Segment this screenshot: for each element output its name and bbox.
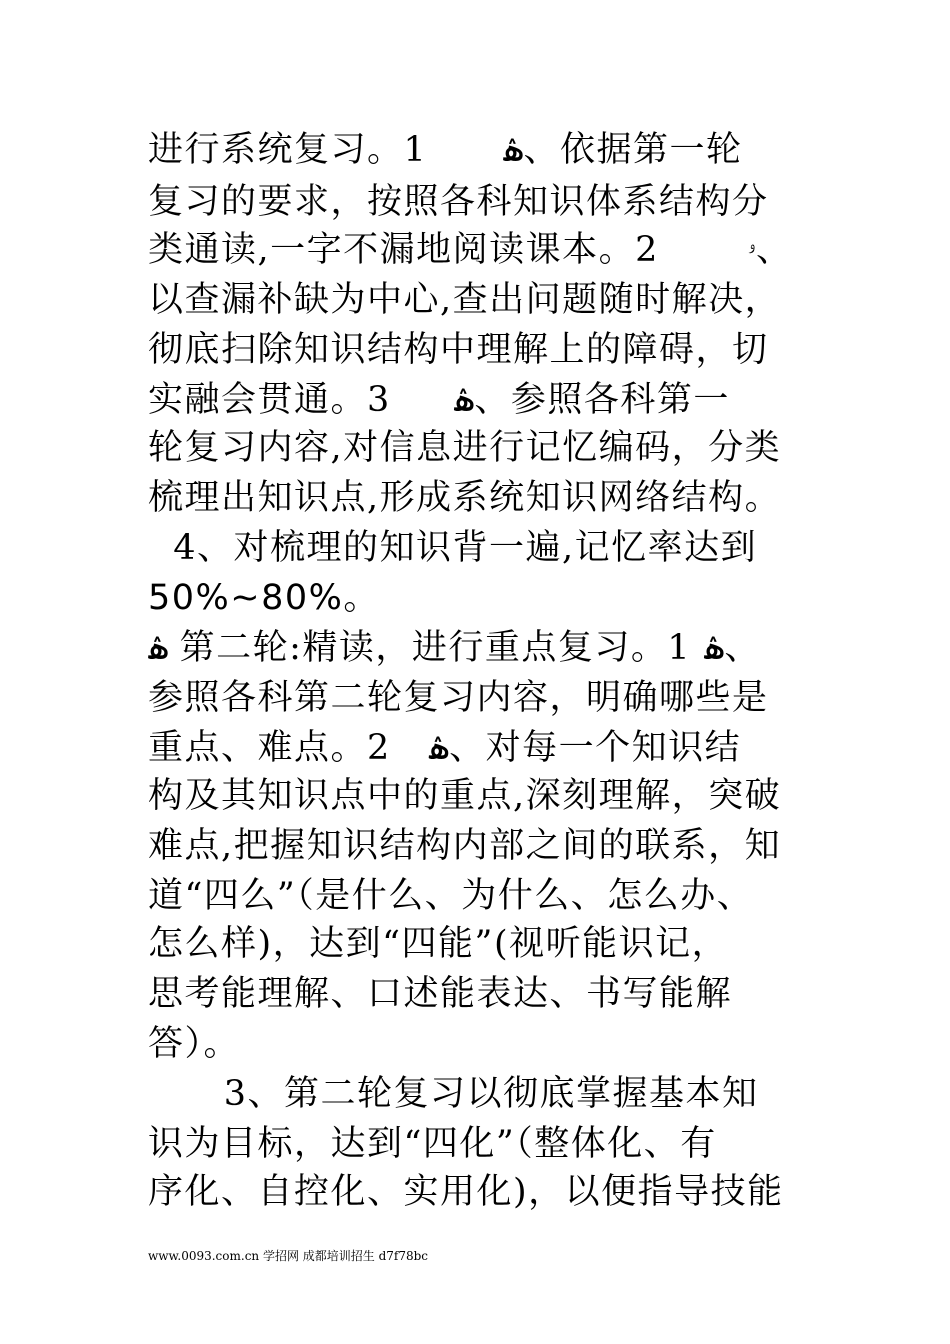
text-line: 梳理出知识点,形成系统知识网络结构。 [148, 478, 782, 518]
text-line: 重点、难点。2 ۿ、对每一个知识结 [148, 728, 742, 768]
text-line: 怎么样)，达到“四能”(视听能识记， [148, 924, 729, 964]
text-line: 构及其知识点中的重点,深刻理解，突破 [148, 776, 782, 816]
text-line: 4、对梳理的知识背一遍,记忆率达到 [148, 528, 758, 568]
text-line: 复习的要求，按照各科知识体系结构分 [148, 182, 769, 222]
text-line: 参照各科第二轮复习内容，明确哪些是 [148, 678, 769, 718]
text-line: 识为目标，达到“四化”（整体化、有 [148, 1124, 717, 1164]
text-line: ۿ 第二轮:精读，进行重点复习。1 ۿ、 [148, 628, 761, 668]
text-line: 难点,把握知识结构内部之间的联系，知 [148, 826, 782, 866]
text-line: 序化、自控化、实用化)，以便指导技能 [148, 1172, 784, 1212]
text-line: 轮复习内容,对信息进行记忆编码，分类 [148, 428, 782, 468]
text-line: 50%~80%。 [148, 578, 380, 618]
text-line: 3、第二轮复习以彻底掌握基本知 [148, 1074, 759, 1114]
text-line: 思考能理解、口述能表达、书写能解 [148, 974, 733, 1014]
page-footer: www.0093.com.cn 学招网 成都培训招生 d7f78bc [148, 1249, 429, 1263]
text-line: 答）。 [148, 1024, 241, 1064]
text-line: 以查漏补缺为中心,查出问题随时解决， [148, 280, 782, 320]
text-line: 道“四么”（是什么、为什么、怎么办、 [148, 876, 754, 916]
text-line: 彻底扫除知识结构中理解上的障碍，切 [148, 330, 769, 370]
text-line: 实融会贯通。3 ۿ、参照各科第一 [148, 380, 730, 420]
text-line: 进行系统复习。1 ۿ、依据第一轮 [148, 130, 743, 170]
text-line: 类通读,一字不漏地阅读课本。2 ۥ、 [148, 230, 793, 270]
